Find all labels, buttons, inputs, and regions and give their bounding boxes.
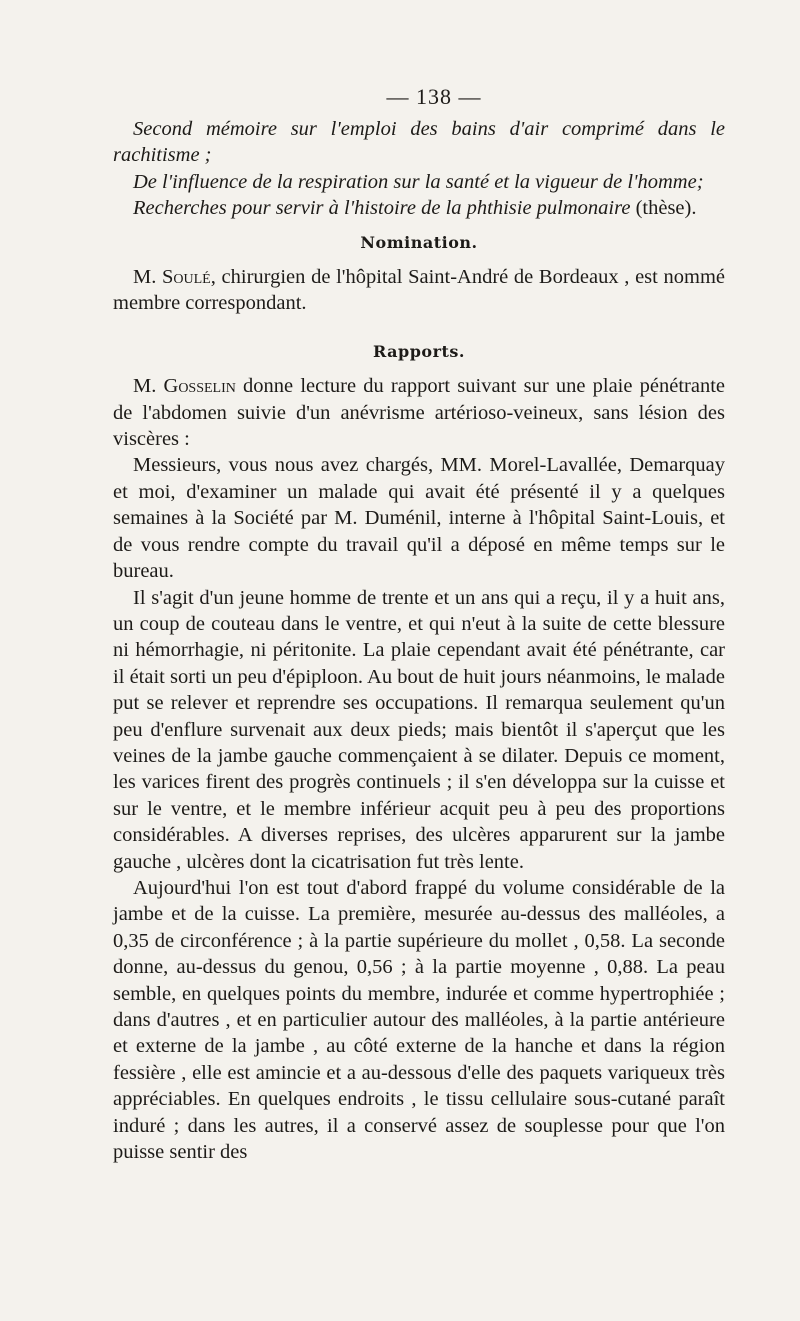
report-intro-name: M. Gosselin	[133, 375, 236, 398]
bibliography-title: De l'influence de la respiration sur la santé et la vigueur de l'homme;	[133, 170, 704, 193]
page-number: — 138 —	[386, 84, 482, 109]
nomination-paragraph	[113, 264, 725, 317]
bibliography-title: Recherches pour servir à l'histoire de la phthisie pulmonaire	[133, 197, 631, 220]
bibliography-entry	[113, 116, 725, 169]
bibliography-entry	[113, 169, 725, 195]
text-block	[113, 84, 725, 1165]
report-paragraph: Aujourd'hui l'on est tout d'abord frappé du volume considérable de la jambe et de la cuisse. La première, mesurée au-dessus des malléoles, a 0,35 de circonférence ; à la partie supérieure du mollet , 0,58. La seconde donne, au-dessus du genou, 0,56 ; à la partie moyenne , 0,88. La peau semble, en quelques points du membre, indurée et comme hypertrophiée ; dans d'autres , et en particulier autour des malléoles, à la partie antérieure et externe de la jambe , au côté externe de la hanche et dans la région fessière , elle est amincie et a au-dessous d'elle des paquets variqueux très appréciables. En quelques endroits , le tissu cellulaire sous-cutané paraît induré ; dans les autres, il a conservé assez de souplesse pour que l'on puisse sentir des	[113, 876, 725, 1164]
nomination-text: , chirurgien de l'hôpital Saint-André de Bordeaux , est nommé membre correspondant.	[113, 266, 726, 315]
bibliography-entry	[113, 195, 725, 221]
nomination-heading: Nomination.	[360, 232, 478, 252]
report-intro-paragraph	[113, 373, 725, 452]
nomination-name: M. Soulé	[133, 266, 211, 289]
report-intro-text: donne lecture du rapport suivant sur une plaie pénétrante de l'abdomen suivie d'un anévrisme artérioso-veineux, sans lésion des viscères :	[113, 375, 726, 451]
rapports-heading: Rapports.	[373, 341, 465, 361]
report-paragraph: Il s'agit d'un jeune homme de trente et un ans qui a reçu, il y a huit ans, un coup de couteau dans le ventre, et qui n'eut à la suite de cette blessure ni hémorrhagie, ni péritonite. La plaie cependant avait été pénétrante, car il était sorti un peu d'épiploon. Au bout de huit jours néanmoins, le malade put se relever et reprendre ses occupations. Il remarqua seulement qu'un peu d'enflure survenait aux deux pieds; mais bientôt il s'aperçut que les veines de la jambe gauche commençaient à se dilater. Depuis ce moment, les varices firent des progrès continuels ; il s'en développa sur la cuisse et sur le ventre, et le membre inférieur acquit peu à peu des proportions considérables. A diverses reprises, des ulcères apparurent sur la jambe gauche , ulcères dont la cicatrisation fut très lente.	[113, 586, 725, 873]
bibliography-title: Second mémoire sur l'emploi des bains d'air comprimé dans le rachitisme ;	[113, 118, 725, 167]
report-paragraph: Messieurs, vous nous avez chargés, MM. Morel-Lavallée, Demarquay et moi, d'examiner un malade qui avait été présenté il y a quelques semaines à la Société par M. Duménil, interne à l'hôpital Saint-Louis, et de vous rendre compte du travail qu'il a déposé en même temps sur le bureau.	[113, 454, 725, 583]
bibliography-note: (thèse).	[635, 197, 697, 220]
